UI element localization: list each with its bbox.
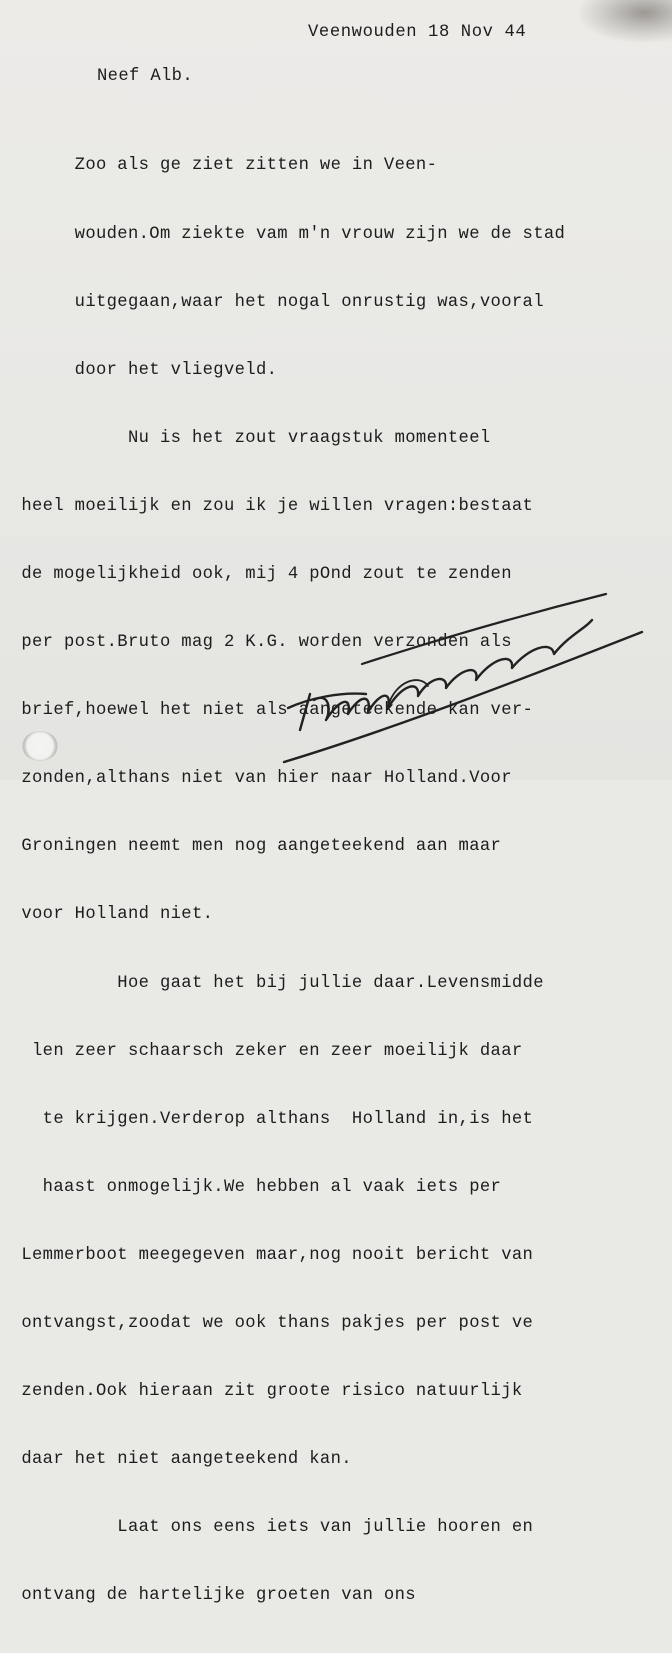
- letter-line: zenden.Ook hieraan zit groote risico natuurlijk: [0, 1382, 523, 1402]
- letter-line: Hoe gaat het bij jullie daar.Levensmidde: [0, 973, 544, 993]
- letter-line: Lemmerboot meegegeven maar,nog nooit bericht van: [0, 1245, 534, 1265]
- letter-line: door het vliegveld.: [0, 360, 278, 380]
- letter-line: brief,hoewel het niet als aangeteekende kan ver-: [0, 701, 534, 721]
- letter-line: uitgegaan,waar het nogal onrustig was,vooral: [0, 292, 544, 312]
- letter-line: de mogelijkheid ook, mij 4 pOnd zout te zenden: [0, 564, 512, 584]
- letter-line: te krijgen.Verderop althans Holland in,is het: [0, 1109, 534, 1129]
- letter-salutation: Neef Alb.: [97, 67, 193, 86]
- letter-body: [0, 110, 565, 1653]
- letter-line: Zoo als ge ziet zitten we in Veen-: [0, 156, 438, 176]
- letter-line: Groningen neemt men nog aangeteekend aan maar: [0, 837, 502, 857]
- letter-line: voor Holland niet.: [0, 905, 214, 925]
- letter-line: heel moeilijk en zou ik je willen vragen:bestaat: [0, 496, 534, 516]
- paper-stain: [580, 0, 672, 42]
- letter-date: Veenwouden 18 Nov 44: [308, 23, 527, 42]
- letter-line: daar het niet aangeteekend kan.: [0, 1450, 352, 1470]
- punch-hole: [22, 731, 58, 761]
- letter-line: ontvang de hartelijke groeten van ons: [0, 1586, 416, 1606]
- letter-line: Nu is het zout vraagstuk momenteel: [0, 428, 491, 448]
- letter-line: Laat ons eens iets van jullie hooren en: [0, 1518, 534, 1538]
- letter-line: ontvangst,zoodat we ook thans pakjes per post ve: [0, 1314, 534, 1333]
- letter-line: wouden.Om ziekte vam m'n vrouw zijn we de stad: [0, 224, 566, 244]
- letter-line: per post.Bruto mag 2 K.G. worden verzonden als: [0, 633, 512, 653]
- letter-line: len zeer schaarsch zeker en zeer moeilijk daar: [0, 1041, 523, 1061]
- handwritten-signature: [270, 580, 660, 770]
- letter-line: haast onmogelijk.We hebben al vaak iets per: [0, 1177, 502, 1197]
- letter-line: zonden,althans niet van hier naar Holland.Voor: [0, 769, 512, 789]
